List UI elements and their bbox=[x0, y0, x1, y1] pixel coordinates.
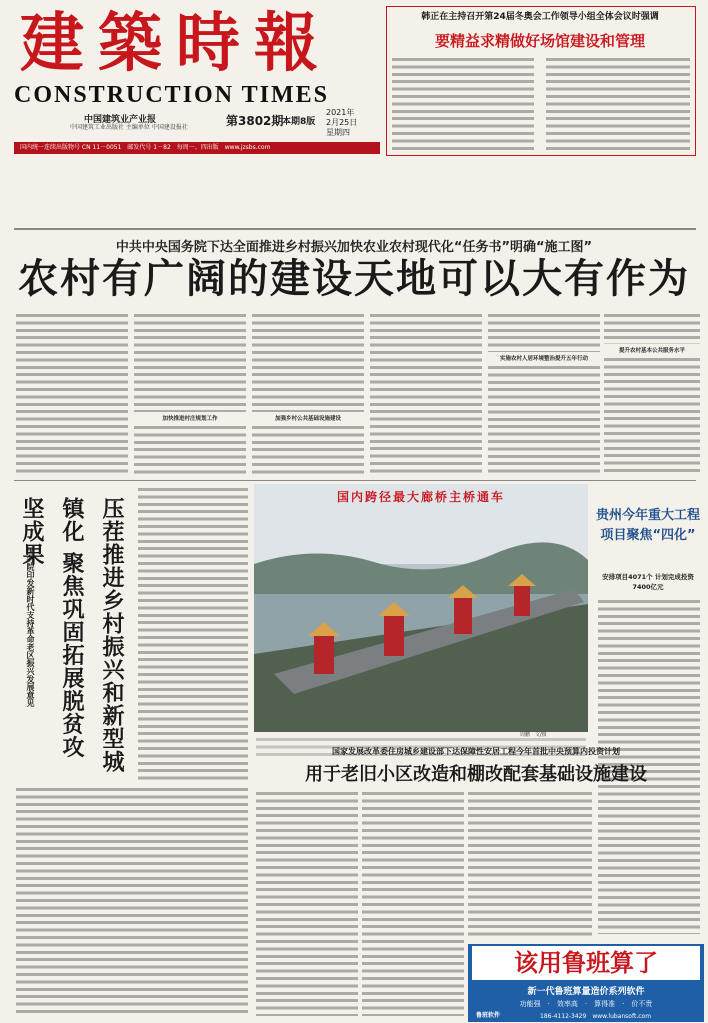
photo-credit: 周鹏 文/摄 bbox=[520, 732, 547, 738]
advert-contact: 186-4112-3429 www.lubansoft.com bbox=[540, 1013, 652, 1020]
publisher-sub: 中国建筑工业出版社 主编单位 中国建设报社 bbox=[70, 124, 188, 131]
section-divider bbox=[14, 228, 696, 230]
lead-body-col3 bbox=[252, 312, 364, 412]
lead-section-head: 提升农村基本公共服务水平 bbox=[618, 348, 685, 354]
mid-story-subhead: 国家发展改革委住房城乡建设部下达保障性安居工程今年首批中央预算内投资计划 bbox=[332, 747, 620, 756]
lead-body-col1 bbox=[16, 312, 128, 476]
left-story-body-bottom bbox=[16, 786, 248, 1016]
advert-brand: 鲁班软件 bbox=[476, 1012, 501, 1019]
issue-date bbox=[326, 108, 357, 138]
mid-story-body-col1 bbox=[256, 790, 358, 1016]
masthead-english-title: CONSTRUCTION TIMES bbox=[14, 82, 329, 108]
lead-section-head: 实施农村人居环境整治提升五年行动 bbox=[499, 356, 588, 362]
side-story-subhead: 安排项目4071个 计划完成投资7400亿元 bbox=[602, 573, 694, 591]
lead-section-head: 加强乡村公共基础设施建设 bbox=[274, 416, 341, 422]
lead-body-col2 bbox=[134, 312, 246, 412]
lead-body-col2b bbox=[134, 424, 246, 476]
lead-subhead: 中共中央国务院下达全面推进乡村振兴加快农业农村现代化“任务书”明确“施工图” bbox=[115, 240, 593, 255]
advert-tags: 功能强 · 效率高 · 算得准 · 价不贵 bbox=[519, 1000, 653, 1008]
masthead-title: 建築時報 bbox=[20, 6, 332, 81]
section-divider bbox=[14, 480, 696, 481]
mid-story-body-col3 bbox=[468, 790, 592, 938]
lead-body-col6 bbox=[604, 312, 700, 344]
top-news-subhead: 韩正在主持召开第24届冬奥会工作领导小组全体会议时强调 bbox=[421, 12, 659, 22]
lead-body-col6b bbox=[604, 356, 700, 476]
mid-story-body-col2 bbox=[362, 790, 464, 1016]
bridge-illustration bbox=[254, 484, 588, 732]
lead-body-col5 bbox=[488, 312, 600, 352]
lead-section-head: 加快推进村庄规划工作 bbox=[162, 416, 218, 422]
side-story-headline: 贵州今年重大工程项目聚焦“四化” bbox=[596, 508, 701, 543]
photo-title: 国内跨径最大廊桥主桥通车 bbox=[336, 490, 505, 504]
masthead-info-bar: 国内统一连续出版物号 CN 11－0051 邮发代号 1－82 每周一、四出版 www.jzsbs.com bbox=[14, 142, 380, 154]
date-year: 2021年 bbox=[326, 108, 355, 117]
date-weekday: 星期四 bbox=[326, 128, 350, 137]
bridge-photo bbox=[254, 484, 588, 732]
lead-body-col5b bbox=[488, 364, 600, 476]
lead-body-col4 bbox=[370, 312, 482, 476]
top-news-body-col1 bbox=[392, 56, 534, 152]
advert-subtitle: 新一代鲁班算量造价系列软件 bbox=[527, 987, 645, 997]
top-news-body-col2 bbox=[546, 56, 690, 152]
lead-body-col3b bbox=[252, 424, 364, 476]
issue-number: 第3802期 bbox=[226, 114, 284, 128]
lead-headline: 农村有广阔的建设天地可以大有作为 bbox=[18, 255, 690, 302]
date-day: 2月25日 bbox=[326, 118, 358, 127]
left-story-body-top bbox=[138, 486, 248, 780]
left-story-headline: 压茬推进乡村振兴和新型城镇化 聚焦巩固拓展脱贫攻坚成果 bbox=[19, 497, 125, 773]
publisher-name: 中国建筑业产业报 bbox=[84, 115, 157, 125]
mid-story-headline: 用于老旧小区改造和棚改配套基础设施建设 bbox=[305, 764, 647, 785]
edition-count: 本期8版 bbox=[282, 117, 316, 127]
left-story-subhead: 国务院印发新时代支持革命老区振兴发展意见 bbox=[26, 547, 35, 707]
top-news-headline: 要精益求精做好场馆建设和管理 bbox=[434, 32, 645, 50]
advert-title: 该用鲁班算了 bbox=[472, 946, 700, 980]
